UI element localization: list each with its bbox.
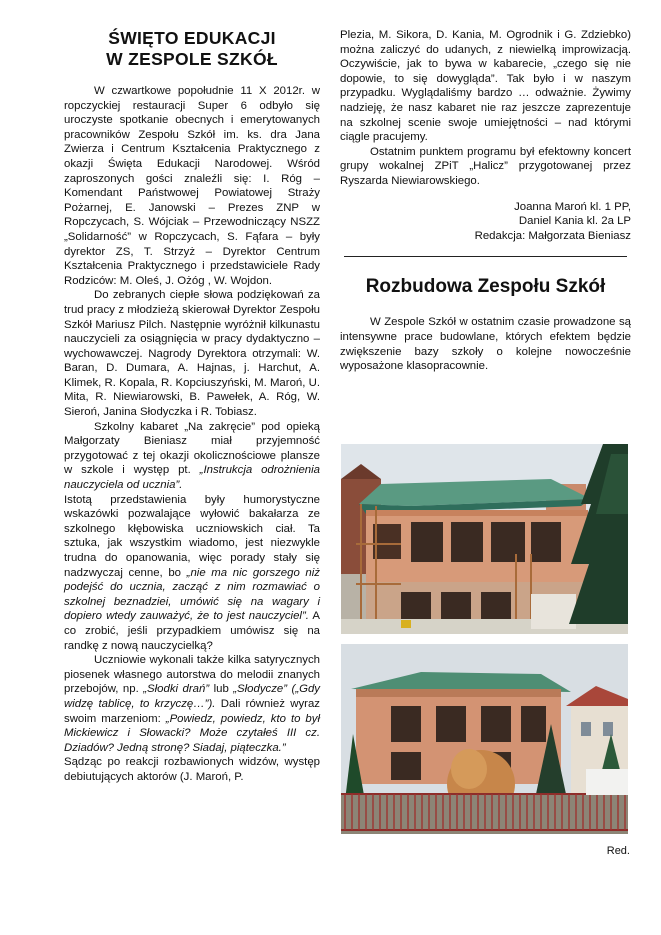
construction-photo-2	[341, 644, 628, 834]
signature-block	[340, 200, 631, 244]
author-1: Joanna Maroń kl. 1 PP,	[514, 200, 631, 213]
photo-caption: Red.	[606, 845, 630, 857]
paragraph-4: Istotą przedstawienia były humorystyczne wskazówki pozwalające wyłowić bakałarza ze szkolnego kłębowiska uczniowskich ciał. Ta sztuka, jak wszystkim wiadomo, jest niezwykle trudna do opanowania, więc porady stały się nadzwyczaj cenne, bo „nie ma nic gorszego niż podejść do ucznia, zacząć z nim rozmawiać o szkolnej beznadziei, umówić się na wagary i dopiero wtedy zauważyć, że to jest nauczyciel”. A co zrobić, jeśli przypadkiem umówisz się na randkę z nową nauczycielką?	[64, 493, 320, 652]
title-line-2: W ZESPOLE SZKÓŁ	[106, 49, 278, 69]
article-2-paragraph: W Zespole Szkół w ostatnim czasie prowadzone są intensywne prace budowlane, których efektem będzie zwiększenie bazy szkoły o kolejne nowocześnie wyposażone klasopracownie.	[340, 316, 631, 373]
author-2: Daniel Kania kl. 2a LP	[518, 215, 631, 228]
paragraph-6-end: Plezia, M. Sikora, D. Kania, M. Ogrodnik i G. Zdziebko) można zaliczyć do udanych, z niewielką improwizacją. Oczywiście, jak to bywa w kabarecie, „czego się nie dopowie, to się dowygląda”. Tak było i w naszym przypadku. Wyglądaliśmy bardzo … odważnie. Żywimy nadzieję, że nasz kabaret nie raz jeszcze zaprezentuje na szkolnej scenie swoje umiejętności – nad którymi ciągle pracujemy.	[340, 29, 631, 144]
paragraph-5: Uczniowie wykonali także kilka satyrycznych piosenek własnego autorstwa do melodii znanych przebojów, np. „Słodki drań” lub „Słodycze” („Gdy widzę tablicę, to krzyczę…”). Dali również wyraz swoim marzeniom: „Powiedz, powiedz, kto to był Mickiewicz i Słowacki? Może czytałeś III cz. Dziadów? Jedną stronę? Siadaj, piąteczka.”	[64, 654, 320, 754]
paragraph-3: Szkolny kabaret „Na zakręcie” pod opieką Małgorzaty Bieniasz miał przyjemność przygotować z tej okazji okolicznościowe plansze w szkole i występ pt. „Instrukcja odrożnienia nauczyciela od ucznia”.	[64, 420, 320, 492]
paragraph-7: Ostatnim punktem programu był efektowny koncert grupy wokalnej ZPiT „Halicz” przygotowanej przez Ryszarda Niewiarowskiego.	[340, 145, 631, 187]
editor: Redakcja: Małgorzata Bieniasz	[474, 229, 631, 242]
paragraph-2: Do zebranych ciepłe słowa podziękowań za trud pracy z młodzieżą skierował Dyrektor Zespołu Szkół Mariusz Pilch. Następnie wyróżnił kilkunastu nauczycieli za osiągnięcia w pracy dydaktyczno – wychowawczej. Nagrody Dyrektora otrzymali: W. Baran, D. Dumara, A. Hajnas, j. Harchut, A. Klimek, R. Kopala, R. Kopciuszyński, M. Maroń, U. Mita, R. Niewiarowski, B. Pawełek, A. Róg, W. Sieroń, Janina Słodyczka i R. Tobiasz.	[64, 289, 320, 419]
paragraph-1: W czwartkowe popołudnie 11 X 2012r. w ropczyckiej restauracji Super 6 odbyło się uroczyste spotkanie obecnych i emerytowanych pracowników Zespołu Szkół im. ks. dra Jana Zwierza i Centrum Kształcenia Praktycznego z okazji Święta Edukacji Narodowej. Wśród zaproszonych gości znaleźli się: I. Róg – Komendant Państwowej Powiatowej Straży Pożarnej, E. Janowski – Prezes ZNP w Ropczycach, S. Wójciak – Przewodniczący NSZZ „Solidarność” w Ropczycach, S. Fąfara – były dyrektor ZS, T. Strzyż – Dyrektor Centrum Kształcenia Praktycznego i przedstawiciele Rady Rodziców: M. Oleś, J. Ożóg , W. Wojdon.	[64, 85, 320, 287]
right-column	[340, 28, 631, 374]
left-column	[64, 28, 320, 785]
article-title	[64, 28, 320, 70]
paragraph-6-start: Sądząc po reakcji rozbawionych widzów, występ debiutujących aktorów (J. Maroń, P.	[64, 756, 320, 783]
title-line-1: ŚWIĘTO EDUKACJI	[108, 28, 276, 48]
construction-photo-1	[341, 444, 628, 634]
divider	[344, 256, 627, 257]
article-2-title: Rozbudowa Zespołu Szkół	[365, 276, 606, 298]
